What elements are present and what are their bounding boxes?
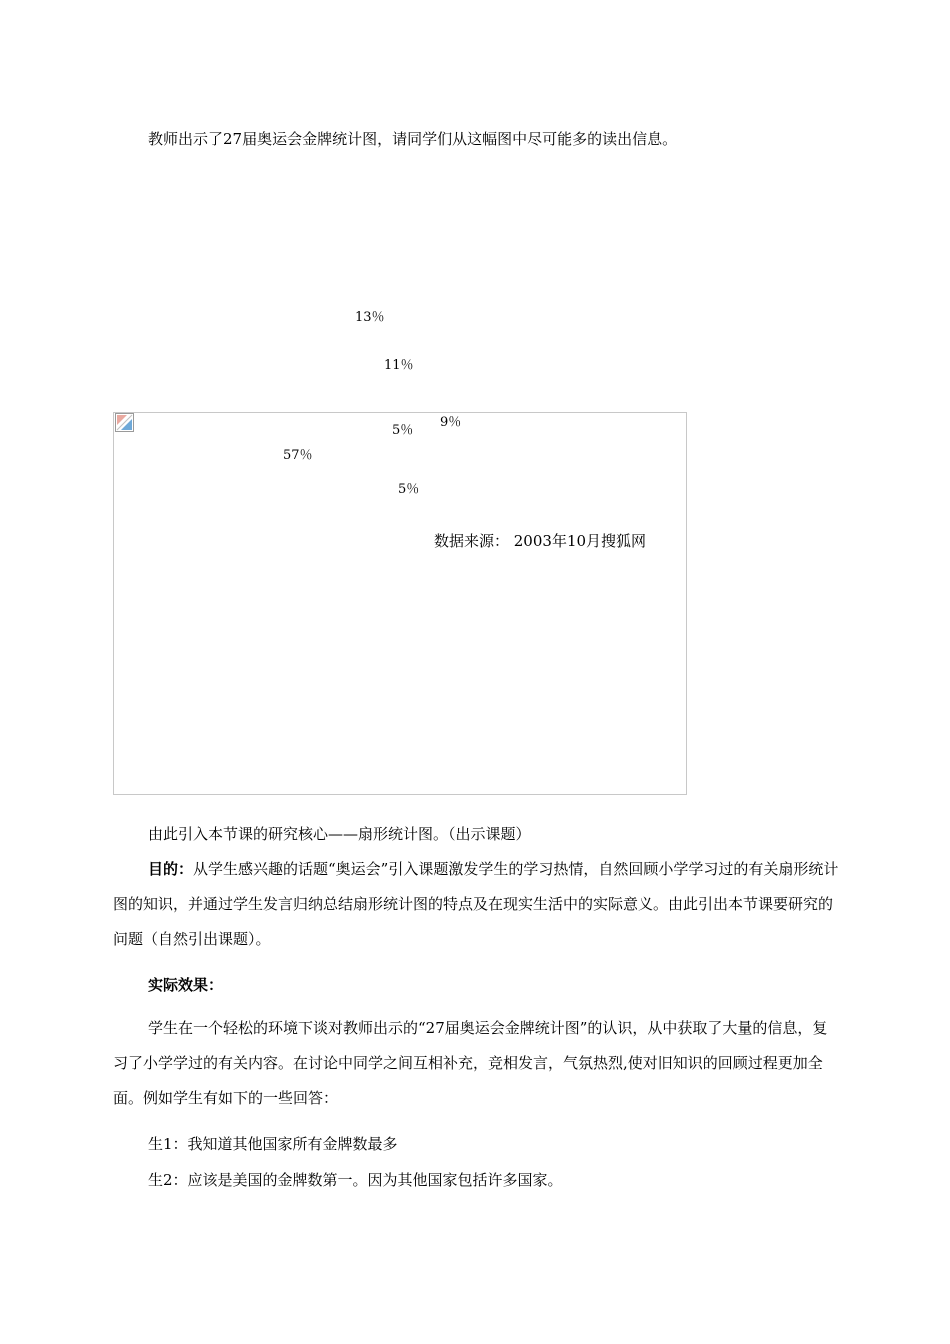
pie-label-6: 57％ <box>283 448 313 463</box>
student-answer-2: 生2：应该是美国的金牌数第一。因为其他国家包括许多国家。 <box>148 1171 563 1189</box>
pie-label-4: 5％ <box>392 423 414 438</box>
student-answer-1: 生1：我知道其他国家所有金牌数最多 <box>148 1135 398 1153</box>
broken-image-icon <box>115 413 134 432</box>
purpose-label: 目的： <box>148 860 194 878</box>
lead-paragraph: 由此引入本节课的研究核心——扇形统计图。（出示课题） <box>148 825 531 843</box>
pie-label-5: 5％ <box>398 482 420 497</box>
pie-label-3: 9％ <box>440 415 462 430</box>
purpose-text: 从学生感兴趣的话题“奥运会”引入课题激发学生的学习热情，自然回顾小学学习过的有关扇形统计图的知识，并通过学生发言归纳总结扇形统计图的特点及在现实生活中的实际意义。由此引出本节课要研究的问题（自然引出课题）。 <box>113 860 839 948</box>
purpose-paragraph <box>113 852 839 957</box>
pie-label-2: 11％ <box>384 358 414 373</box>
chart-image-frame <box>113 412 687 795</box>
data-source: 数据来源： 2003年10月搜狐网 <box>434 532 647 550</box>
effect-paragraph: 学生在一个轻松的环境下谈对教师出示的“27届奥运会金牌统计图”的认识，从中获取了大量的信息，复习了小学学过的有关内容。在讨论中同学之间互相补充，竞相发言，气氛热烈,使对旧知识的回顾过程更加全面。例如学生有如下的一些回答： <box>113 1019 828 1107</box>
effect-heading: 实际效果： <box>148 976 224 994</box>
pie-label-1: 13％ <box>355 310 385 325</box>
intro-text: 教师出示了27届奥运会金牌统计图，请同学们从这幅图中尽可能多的读出信息。 <box>148 130 678 148</box>
